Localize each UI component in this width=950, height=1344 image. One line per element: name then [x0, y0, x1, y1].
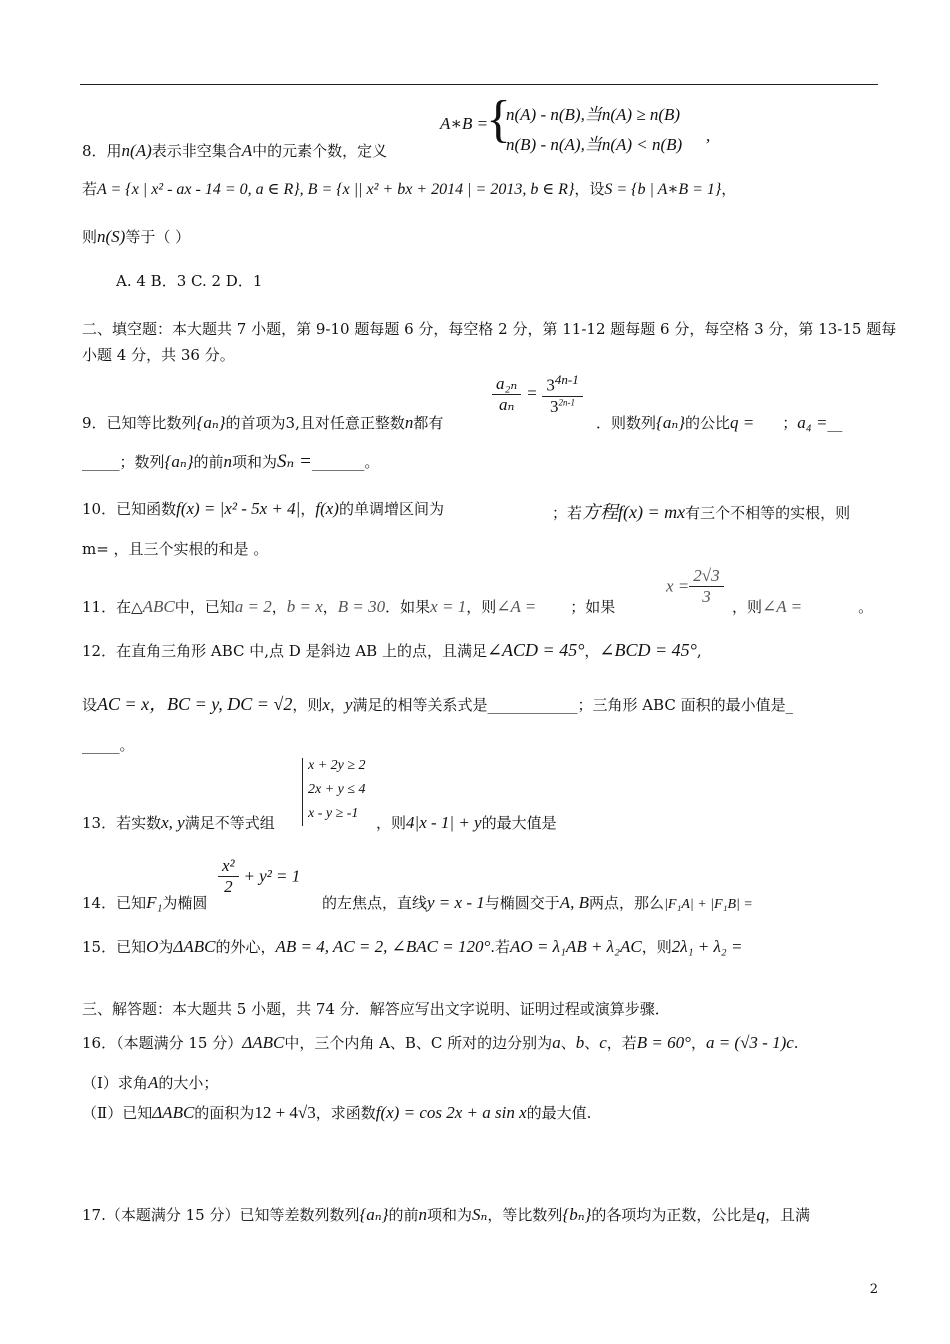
- q13-constraint-2: 2x + y ≤ 4: [308, 782, 366, 797]
- q9-ratio-fraction: $\frac{\text{a₂ₙ}}{\text{aₙ}}$ = $\frac{3^{4n-1}}{3^{2n-1}}$: [492, 372, 583, 417]
- q9-q: q =: [730, 413, 755, 432]
- q8-case-2: n(B) - n(A),当n(A) < n(B): [506, 135, 683, 154]
- q8-A: A: [241, 141, 253, 160]
- q13-expression: 4|x - 1| + y: [406, 813, 482, 832]
- q10-line2: m= ，且三个实根的和是 。: [82, 540, 269, 558]
- q9-frac-right: $\frac{3^{4n-1}}{3^{2n-1}}$: [542, 372, 582, 417]
- q14-ellipse-equation: $\frac{\text{x²}}{2}$ + y² = 1: [218, 856, 300, 897]
- q8-options: A. 4 B．3 C. 2 D．1: [116, 272, 263, 290]
- q8-def-comma: ,: [706, 126, 711, 145]
- q8-sets-AB: A = {x | x² - ax - 14 = 0, a ∈ R}, B = {x || x² + bx + 2014 | = 2013, b ∈ R}: [97, 181, 575, 198]
- q15-given: AB = 4, AC = 2, ∠BAC = 120°: [275, 937, 491, 956]
- q14-line-right: 的左焦点，直线y = x - 1与椭圆交于A, B两点，那么|F₁A| + |F₁B| =: [322, 893, 753, 912]
- q16-part1: （Ⅰ）求角A的大小；: [82, 1073, 219, 1092]
- section2-heading-line1: 二、填空题：本大题共 7 小题，第 9-10 题每题 6 分，每空格 2 分，第 11-12 题每题 6 分，每空格 3 分，第 13-15 题每: [82, 320, 897, 338]
- q8-case-1: n(A) - n(B),当n(A) ≥ n(B): [506, 105, 681, 124]
- section3-heading: 三、解答题：本大题共 5 小题，共 74 分．解答应写出文字说明、证明过程或演算步骤．: [82, 1000, 670, 1018]
- q10-line1: 10．已知函数f(x) = |x² - 5x + 4|，f(x)的单调增区间为: [82, 499, 444, 518]
- q8-condition: 若A = {x | x² - ax - 14 = 0, a ∈ R}, B = {x || x² + bx + 2014 | = 2013, b ∈ R}，设S = {b | A∗B = 1}，: [82, 180, 737, 198]
- q12-line2: 设AC = x，BC = y, DC = √2，则x，y满足的相等关系式是____________；三角形 ABC 面积的最小值是_: [82, 694, 794, 714]
- q15-vector: AO = λ₁AB + λ₂AC: [510, 937, 642, 956]
- q10-func: f(x) = |x² - 5x + 4|: [176, 499, 301, 518]
- q8-set-S: S = {b | A∗B = 1}: [604, 181, 722, 198]
- q8-nS: n(S): [97, 227, 126, 246]
- q12-line3: _____。: [82, 736, 135, 754]
- section2-heading-line2: 小题 4 分，共 36 分。: [82, 346, 235, 364]
- q8-def-lhs: A∗B =: [440, 114, 489, 133]
- q12-condition: AC = x，BC = y, DC = √2: [97, 694, 293, 714]
- q8-intro: 8．用n(A)表示非空集合A中的元素个数，定义: [82, 141, 388, 160]
- page-number: 2: [869, 1282, 878, 1297]
- q10-equation: 方程f(x) = mx: [582, 502, 686, 522]
- q16-line1: 16．（本题满分 15 分）ΔABC中，三个内角 A、B、C 所对的边分别为a、b、c，若B = 60°，a = (√3 - 1)c.: [82, 1033, 799, 1052]
- q8-question: 则n(S)等于（ ）: [82, 227, 191, 246]
- header-rule: [80, 84, 878, 85]
- q14-line-left: 14．已知F₁为椭圆: [82, 893, 208, 912]
- q9-line2: _____；数列{aₙ}的前n项和为Sₙ =_______。: [82, 451, 380, 472]
- q17-line1: 17.（本题满分 15 分）已知等差数列数列{aₙ}的前n项和为Sₙ，等比数列{bₙ}的各项均为正数，公比是q，且满: [82, 1205, 810, 1224]
- q8-nA: n(A): [121, 141, 152, 160]
- q13-constraint-3: x - y ≥ -1: [308, 806, 359, 821]
- q16-part2: （Ⅱ）已知ΔABC的面积为12 + 4√3，求函数f(x) = cos 2x + a sin x的最大值.: [82, 1103, 592, 1122]
- q11-x-fraction: x = $\frac{2√3}{3}$: [666, 566, 724, 607]
- q11-line: 11．在△ABC中，已知a = 2，b = x，B = 30．如果x = 1，则∠A = ；如果: [82, 597, 616, 616]
- q11-line-right: ，则∠A = 。: [732, 597, 874, 616]
- q9-Sn: Sₙ =: [277, 451, 312, 472]
- q13-line: 13．若实数x, y满足不等式组: [82, 813, 275, 832]
- q8-def-brace: {: [486, 91, 511, 148]
- q13-constraint-1: x + 2y ≥ 2: [308, 758, 366, 773]
- q10-line1-right: ；若方程f(x) = mx有三个不相等的实根，则: [552, 502, 851, 522]
- q9-line1: 9．已知等比数列{aₙ}的首项为3,且对任意正整数n都有: [82, 413, 444, 432]
- q9-an: {aₙ}: [196, 413, 226, 432]
- q9-frac-left: $\frac{\text{a₂ₙ}}{\text{aₙ}}$: [492, 374, 521, 415]
- q13-line-right: ，则4|x - 1| + y的最大值是: [376, 813, 557, 832]
- q13-system-brace: [302, 758, 303, 826]
- q9-a4: a₄ =: [797, 413, 828, 432]
- q15-line: 15．已知O为ΔABC的外心，AB = 4, AC = 2, ∠BAC = 120°.若AO = λ₁AB + λ₂AC，则2λ₁ + λ₂ =: [82, 937, 743, 956]
- q12-line1: 12．在直角三角形 ABC 中,点 D 是斜边 AB 上的点，且满足∠ACD = 45°，∠BCD = 45°,: [82, 640, 702, 660]
- q9-line1-right: ．则数列{aₙ}的公比q = ；a₄ =__: [596, 413, 843, 432]
